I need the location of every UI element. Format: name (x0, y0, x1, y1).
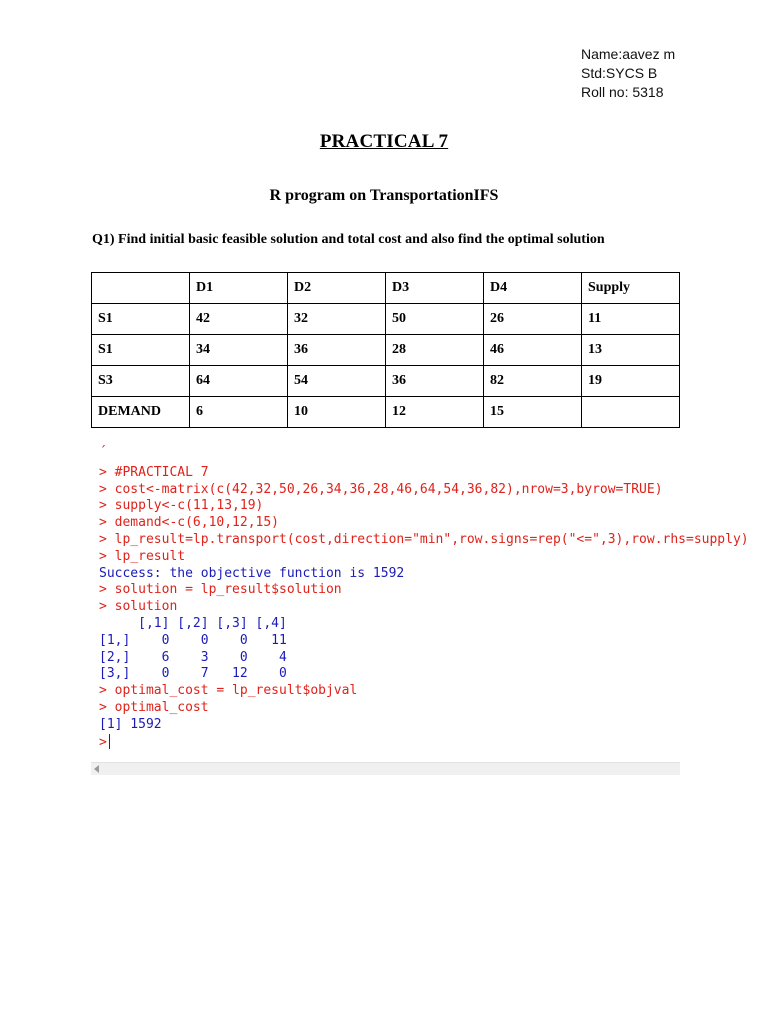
table-cell: 42 (190, 304, 288, 335)
console-prompt-line[interactable] (91, 734, 680, 752)
console-line: [1,] 0 0 0 11 (99, 632, 287, 648)
console-line: [1] 1592 (99, 716, 162, 732)
table-cell: 12 (386, 397, 484, 428)
table-cell: 64 (190, 366, 288, 397)
table-row (92, 397, 680, 428)
console-line: > lp_result (99, 548, 186, 564)
scroll-left-arrow-icon[interactable] (94, 765, 99, 773)
table-cell: 26 (484, 304, 582, 335)
console-line: > cost<-matrix(c(42,32,50,26,34,36,28,46,64,54,36,82),nrow=3,byrow=TRUE) (99, 481, 663, 497)
console-line: > optimal_cost = lp_result$objval (99, 683, 358, 699)
console-line: ´ (99, 445, 107, 460)
table-cell: 10 (288, 397, 386, 428)
student-roll: Roll no: 5318 (581, 84, 664, 100)
table-cell: 54 (288, 366, 386, 397)
transportation-table (91, 272, 680, 428)
table-cell: 6 (190, 397, 288, 428)
table-row (92, 335, 680, 366)
table-header-cell (92, 273, 190, 304)
student-name: Name:aavez m (581, 46, 676, 62)
text-cursor (109, 734, 110, 749)
table-cell: 46 (484, 335, 582, 366)
table-cell: 82 (484, 366, 582, 397)
console-line: > lp_result=lp.transport(cost,direction="min",row.signs=rep("<=",3),row.rhs=supply) (99, 531, 749, 547)
table-cell: 36 (386, 366, 484, 397)
console-prompt: > (99, 734, 107, 750)
console-line: > #PRACTICAL 7 (99, 464, 209, 480)
table-header-cell: D3 (386, 273, 484, 304)
table-cell: 19 (582, 366, 680, 397)
table-header-cell: Supply (582, 273, 680, 304)
console-line: [2,] 6 3 0 4 (99, 649, 287, 665)
table-cell: 34 (190, 335, 288, 366)
console-line: [,1] [,2] [,3] [,4] (99, 615, 287, 631)
console-line: > optimal_cost (99, 699, 209, 715)
table-cell: 50 (386, 304, 484, 335)
page-subtitle: R program on TransportationIFS (269, 187, 499, 204)
horizontal-scrollbar[interactable] (91, 762, 680, 775)
table-cell: 13 (582, 335, 680, 366)
table-cell: 32 (288, 304, 386, 335)
table-cell: S3 (92, 366, 190, 397)
console-line: > solution (99, 599, 178, 615)
r-console-screenshot (91, 445, 749, 762)
console-line: [3,] 0 7 12 0 (99, 666, 287, 682)
console-line: > solution = lp_result$solution (99, 582, 342, 598)
table-row (92, 304, 680, 335)
table-cell (582, 397, 680, 428)
console-line: > supply<-c(11,13,19) (99, 498, 264, 514)
table-cell: DEMAND (92, 397, 190, 428)
table-cell: 11 (582, 304, 680, 335)
table-cell: 36 (288, 335, 386, 366)
table-header-row (92, 273, 680, 304)
table-cell: 15 (484, 397, 582, 428)
page-title: PRACTICAL 7 (319, 131, 449, 152)
student-info (581, 45, 675, 102)
question-text: Q1) Find initial basic feasible solution and total cost and also find the optimal solution (92, 232, 605, 247)
console-line: Success: the objective function is 1592 (99, 565, 405, 581)
table-header-cell: D2 (288, 273, 386, 304)
table-cell: 28 (386, 335, 484, 366)
console-line: > demand<-c(6,10,12,15) (99, 515, 280, 531)
table-row (92, 366, 680, 397)
table-cell: S1 (92, 304, 190, 335)
table-cell: S1 (92, 335, 190, 366)
table-header-cell: D4 (484, 273, 582, 304)
student-std: Std:SYCS B (581, 65, 658, 81)
table-header-cell: D1 (190, 273, 288, 304)
